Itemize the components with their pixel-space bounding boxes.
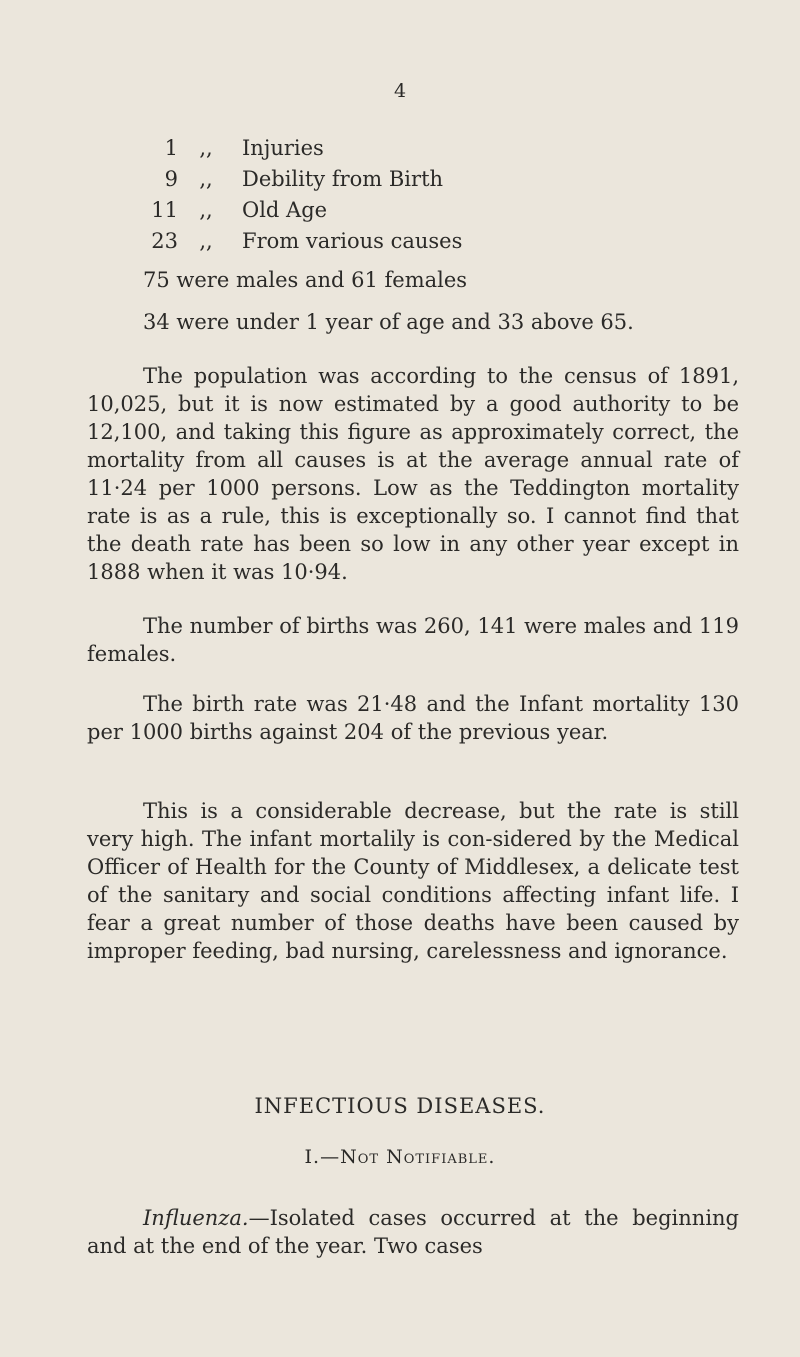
causes-of-death-list — [130, 133, 462, 257]
ditto-mark: ,, — [199, 198, 213, 222]
ditto-mark: ,, — [199, 229, 213, 253]
cause-row — [130, 164, 462, 195]
cause-count: 11 — [151, 198, 178, 222]
cause-label: Debility from Birth — [242, 167, 444, 191]
birth-rate-paragraph: The birth rate was 21·48 and the Infant mortality 130 per 1000 births against 204 of the previous year. — [87, 692, 739, 744]
sex-breakdown-line: 75 were males and 61 females — [143, 268, 468, 292]
cause-row — [130, 133, 462, 164]
cause-count: 1 — [164, 136, 178, 160]
cause-count: 23 — [151, 229, 178, 253]
cause-row — [130, 226, 462, 257]
cause-label: Injuries — [242, 136, 324, 160]
births-paragraph: The number of births was 260, 141 were males and 119 females. — [87, 614, 739, 666]
population-paragraph: The population was according to the census of 1891, 10,025, but it is now estimated by a good authority to be 12,100, and taking this figure as approximately correct, the mortality from all causes is at the average annual rate of 11·24 per 1000 persons. Low as the Teddington mortality rate is as a rule, this is exceptionally so. I cannot find that the death rate has been so low in any other year except in 1888 when it was 10·94. — [87, 364, 739, 584]
influenza-text: —Isolated cases occurred at the beginning and at the end of the year. Two cases — [87, 1206, 739, 1258]
cause-label: From various causes — [242, 229, 463, 253]
section-heading: INFECTIOUS DISEASES. — [254, 1094, 546, 1118]
cause-count: 9 — [164, 167, 178, 191]
cause-label: Old Age — [242, 198, 328, 222]
ditto-mark: ,, — [199, 167, 213, 191]
page-number: 4 — [393, 80, 407, 102]
cause-row — [130, 195, 462, 226]
influenza-label: Influenza. — [143, 1206, 249, 1230]
decrease-paragraph: This is a considerable decrease, but the rate is still very high. The infant mortalily is con-sidered by the Medical Officer of Health for the County of Middlesex, a delicate test of the sanitary and social conditions affecting infant life. I fear a great number of those deaths have been caused by improper feeding, bad nursing, carelessness and ignorance. — [87, 799, 739, 963]
age-breakdown-line: 34 were under 1 year of age and 33 above 65. — [143, 310, 634, 334]
ditto-mark: ,, — [199, 136, 213, 160]
subsection-heading: I.—Not Notifiable. — [304, 1146, 496, 1168]
influenza-paragraph — [87, 1204, 739, 1260]
